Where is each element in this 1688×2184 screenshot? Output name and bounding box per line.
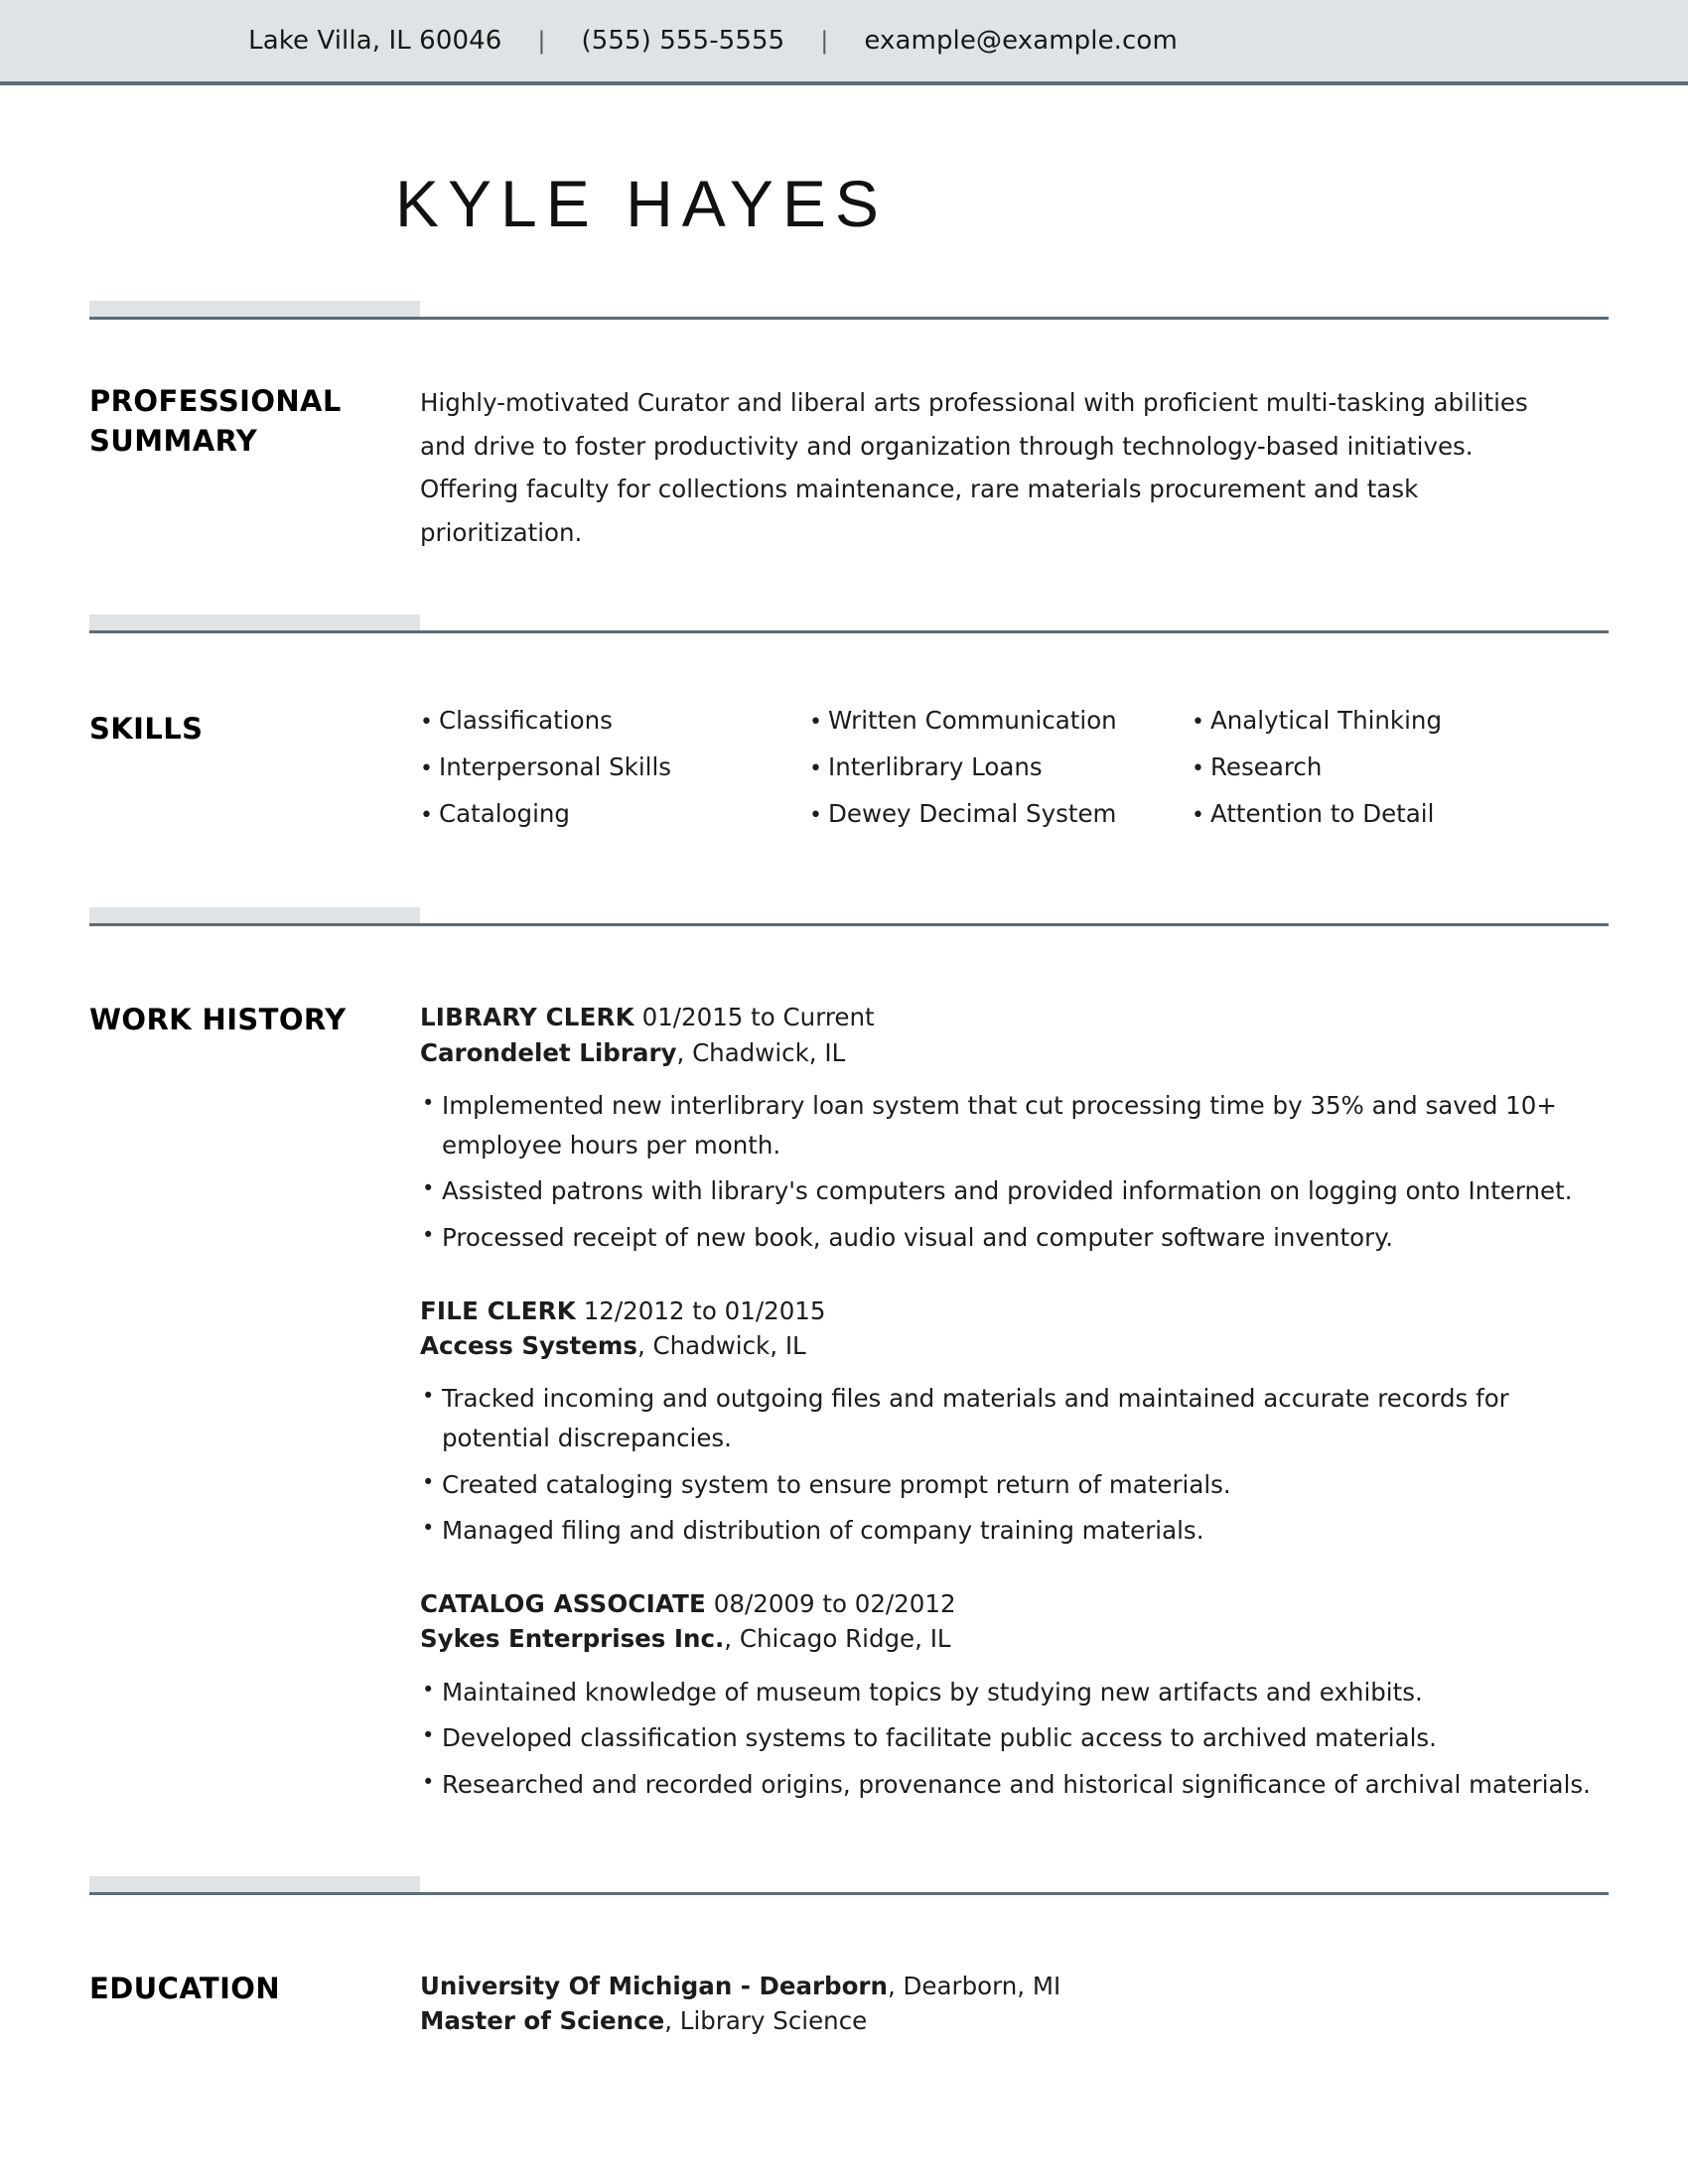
education-school: University Of Michigan - Dearborn [420,1971,888,2000]
job-company-line [420,1328,1609,1363]
education-degree-field: , Library Science [664,2005,868,2035]
spacer-before-education [89,1812,1609,1873]
spacer-after-work-rule [89,926,1609,1000]
resume-body [0,236,1688,2038]
skill-label: Attention to Detail [1210,799,1435,829]
section-label-education: EDUCATION [89,1971,281,2005]
job-title-line [420,1000,1609,1034]
job-company: Access Systems [420,1330,637,1360]
spacer-before-skills [89,554,1609,612]
job-location: , Chadwick, IL [636,1330,806,1360]
list-item: • Developed classification systems to facilitate public access to archived materials. [420,1718,1609,1758]
job-bullets [420,1673,1609,1805]
job-bullets [420,1086,1609,1258]
job-company: Sykes Enterprises Inc. [420,1624,725,1654]
skill-label: Research [1210,752,1323,782]
work-entry [420,1000,1609,1257]
contact-location: Lake Villa, IL 60046 [248,26,502,56]
section-professional-summary [89,381,1609,554]
education-degree-line [420,2003,1609,2038]
spacer-after-skills-rule [89,633,1609,709]
section-label-work-history: WORK HISTORY [89,1003,347,1037]
skills-column-1 [420,706,809,849]
list-item [809,799,1192,829]
contact-email: example@example.com [864,26,1178,56]
divider-education [89,1873,1609,1895]
divider-work-history [89,904,1609,926]
job-role: LIBRARY CLERK [420,1003,634,1032]
job-role: FILE CLERK [420,1296,576,1325]
section-label-summary: PROFESSIONAL SUMMARY [89,384,342,459]
job-location: , Chadwick, IL [676,1037,846,1067]
section-label-skills: SKILLS [89,712,204,747]
summary-paragraph: Highly-motivated Curator and liberal arts professional with proficient multi-tasking abilities and drive to foster productivity and organization through technology-based initiatives. Offering faculty for collections maintenance, rare materials procurement and task prioritization. [420,388,1528,547]
bullet-icon: • [1192,803,1204,829]
skill-label: Interlibrary Loans [828,752,1043,782]
list-item: • Maintained knowledge of museum topics by studying new artifacts and exhibits. [420,1673,1609,1712]
spacer-after-education-rule [89,1895,1609,1969]
section-body-summary [420,381,1609,554]
work-entry [420,1586,1609,1805]
divider-summary [89,298,1609,320]
skill-label: Written Communication [828,706,1117,736]
list-item: • Tracked incoming and outgoing files and materials and maintained accurate records for potential discrepancies. [420,1379,1609,1457]
list-item [420,799,809,829]
job-title-line [420,1294,1609,1328]
work-entry [420,1294,1609,1551]
bullet-icon: • [1192,756,1204,782]
bullet-icon: • [420,710,433,736]
list-item: • Implemented new interlibrary loan system that cut processing time by 35% and saved 10+ employee hours per month. [420,1086,1609,1164]
list-item [1192,752,1519,782]
job-company-line [420,1621,1609,1656]
bullet-icon: • [809,710,822,736]
list-item [420,706,809,736]
job-location: , Chicago Ridge, IL [724,1624,951,1654]
divider-tab [89,614,420,630]
job-title-line [420,1586,1609,1621]
name-block [0,85,1688,240]
bullet-icon: • [420,803,433,829]
contact-header-band [0,0,1688,85]
education-school-location: , Dearborn, MI [887,1971,1061,2000]
education-degree: Master of Science [420,2005,665,2035]
skill-label: Analytical Thinking [1210,706,1443,736]
list-item [809,706,1192,736]
divider-tab [89,1876,420,1892]
job-company-line [420,1035,1609,1070]
section-education [89,1969,1609,2039]
contact-separator-1: | [537,27,546,55]
section-work-history [89,1000,1609,1811]
candidate-name: KYLE HAYES [395,167,888,240]
bullet-icon: • [809,756,822,782]
skills-column-2 [809,706,1192,849]
list-item: • Researched and recorded origins, provenance and historical significance of archival materials. [420,1765,1609,1805]
skills-columns [420,706,1609,849]
list-item: • Assisted patrons with library's computers and provided information on logging onto Internet. [420,1171,1609,1211]
list-item [809,752,1192,782]
skill-label: Dewey Decimal System [828,799,1117,829]
skills-column-3 [1192,706,1519,849]
skill-label: Cataloging [439,799,570,829]
divider-tab [89,907,420,923]
contact-separator-2: | [820,27,829,55]
section-body-work-history [420,1000,1609,1811]
education-school-line [420,1969,1609,2003]
divider-skills [89,612,1609,633]
spacer-before-work [89,849,1609,904]
job-dates: 01/2015 to Current [641,1003,875,1032]
job-bullets [420,1379,1609,1551]
skill-label: Classifications [439,706,613,736]
list-item: • Processed receipt of new book, audio visual and computer software inventory. [420,1218,1609,1258]
job-role: CATALOG ASSOCIATE [420,1589,706,1618]
spacer-after-summary-rule [89,320,1609,381]
contact-phone: (555) 555-5555 [581,26,785,56]
list-item: • Managed filing and distribution of company training materials. [420,1511,1609,1551]
job-dates: 08/2009 to 02/2012 [713,1589,956,1618]
list-item [1192,706,1519,736]
section-skills [89,706,1609,849]
divider-tab [89,301,420,317]
spacer-before-summary [89,236,1609,298]
section-body-education [420,1969,1609,2039]
bullet-icon: • [1192,710,1204,736]
bullet-icon: • [420,756,433,782]
list-item [1192,799,1519,829]
job-company: Carondelet Library [420,1037,677,1067]
bullet-icon: • [809,803,822,829]
job-dates: 12/2012 to 01/2015 [583,1296,826,1325]
contact-line [248,26,1178,56]
skill-label: Interpersonal Skills [439,752,672,782]
section-body-skills [420,706,1609,849]
list-item: • Created cataloging system to ensure prompt return of materials. [420,1465,1609,1505]
list-item [420,752,809,782]
